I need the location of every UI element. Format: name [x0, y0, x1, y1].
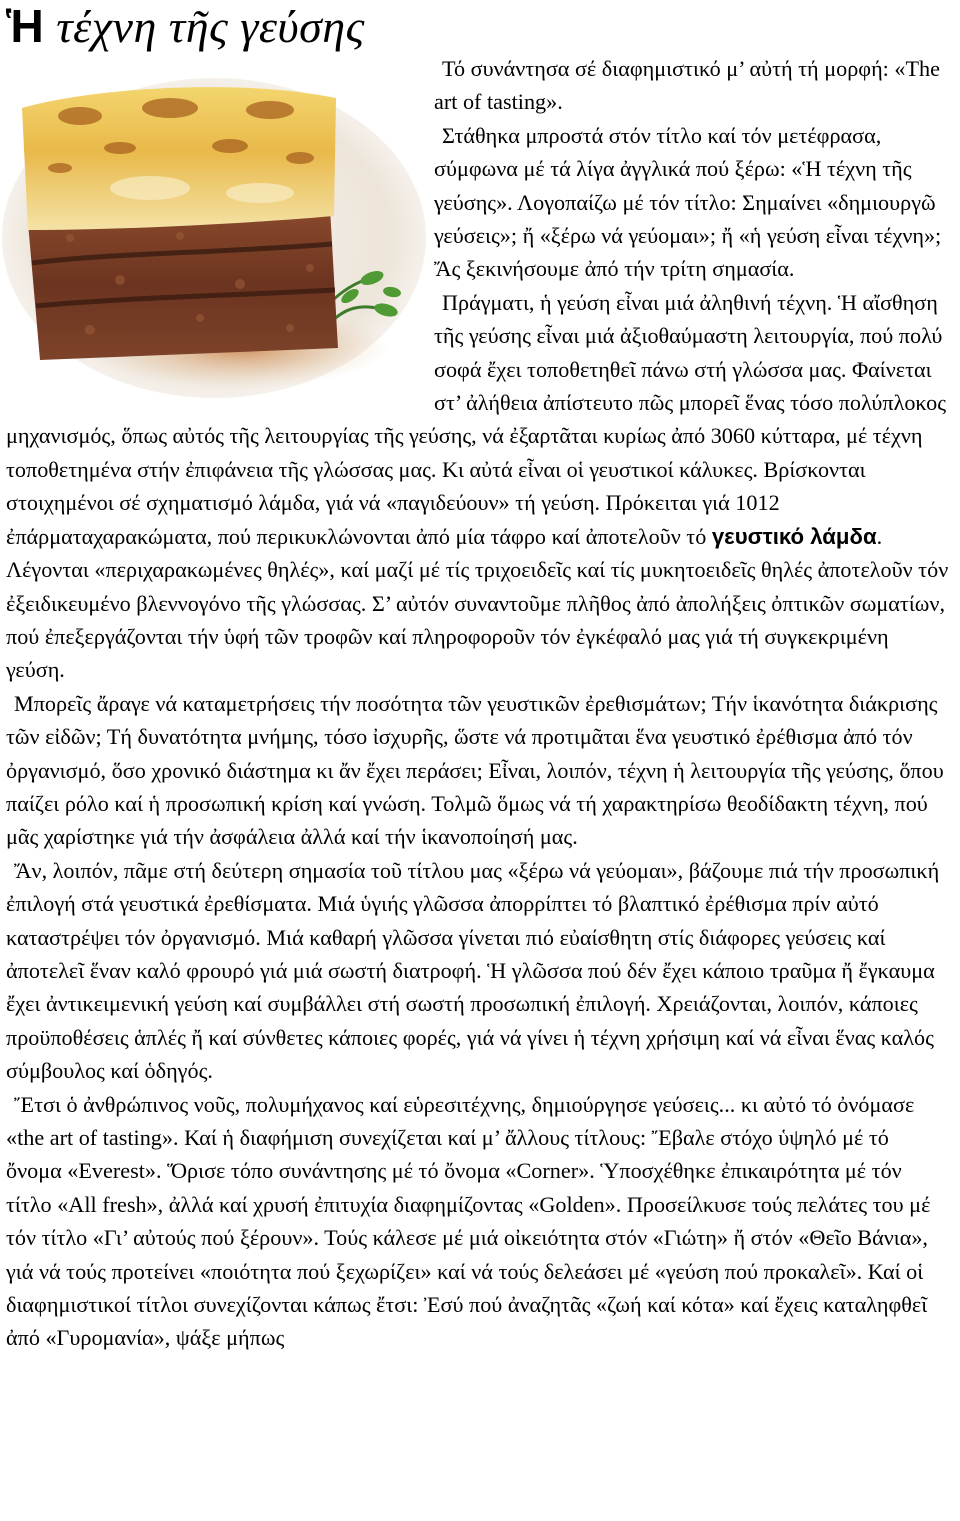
paragraph-3-text-cont: . Λέγονται «περιχαρακωμένες θηλές», καί μαζί μέ τίς τριχοειδεῖς καί τίς μυκητοειδεῖς θηλές ἀποτελοῦν τόν ἐξειδικευμένο βλεννογόνο τῆς γλώσσας. Σ’ αὐτόν συναντοῦμε πλῆθος ἀπό ἀπολήξεις ὀπτικῶν σωματίων, πού ἐπεξεργάζονται τήν ὑφή τῶν τροφῶν καί πληροφοροῦν τόν ἐγκέφαλό μας γιά τή συγκεκριμένη γεύση. [6, 523, 949, 683]
paragraph-3-text: Πράγματι, ἡ γεύση εἶναι μιά ἀληθινή τέχνη. Ἡ αἴσθηση τῆς γεύσης εἶναι μιά ἀξιοθαύμαστη λειτουργία, πού πολύ σοφά ἔχει τοποθετηθεῖ πάνω στή γλώσσα μας. Φαίνεται στ’ ἀλήθεια ἀπίστευτο πῶς μπορεῖ ἕνας τόσο πολύπλοκος μηχανισμός, ὅπως αὐτός τῆς λειτουργίας τῆς γεύσης, νά ἐξαρτᾶται κυρίως ἀπό 3060 κύτταρα, μέ τέχνη τοποθετημένα στήν ἐπιφάνεια τῆς γλώσσας μας. Κι αὐτά εἶναι οἱ γευστικοί κάλυκες. Βρίσκονται στοιχημένοι σέ σχηματισμό λάμδα, γιά νά «παγιδεύουν» τή γεύση. Πρόκειται γιά 1012 ἐπάρματαχαρακώματα, πού περικυκλώνονται ἀπό μία τάφρο καί ἀποτελοῦν τό [6, 289, 946, 549]
paragraph-2: Στάθηκα μπροστά στόν τίτλο καί τόν μετέφρασα, σύμφωνα μέ τά λίγα ἀγγλικά πού ξέρω: «Ἡ τέχνη τῆς γεύσης». Λογοπαίζω μέ τόν τίτλο: Σημαίνει «δημιουργῶ γεύσεις»; ἤ «ξέρω νά γεύομαι»; ἤ «ἡ γεύση εἶναι τέχνη»; Ἄς ξεκινήσουμε ἀπό τήν τρίτη σημασία. [434, 122, 942, 282]
paragraph-4: Μπορεῖς ἄραγε νά καταμετρήσεις τήν ποσότητα τῶν γευστικῶν ἐρεθισμάτων; Τήν ἱκανότητα διάκρισης τῶν εἰδῶν; Τή δυνατότητα μνήμης, τόσο ἰσχυρῆς, ὥστε νά προτιμᾶται ἕνα γευστικό ἐρέθισμα ἀπό τόν ὀργανισμό, ὅσο χρονικό διάστημα κι ἄν ἔχει περάσει; Εἶναι, λοιπόν, τέχνη ἡ λειτουργία τῆς γεύσης, ὅπου παίζει ρόλο καί ἡ προσωπική κρίση καί γνώση. Τολμῶ ὅμως νά τή χαρακτηρίσω θεοδίδακτη τέχνη, πού μᾶς χαρίστηκε γιά τήν ἀσφάλεια ἀλλά καί τήν ἱκανοποίησή μας. [6, 690, 944, 850]
article-title-rest: τέχνη τῆς γεύσης [44, 1, 365, 52]
bold-term: γευστικό λάμδα [711, 523, 877, 549]
paragraph-6: Ἔτσι ὁ ἀνθρώπινος νοῦς, πολυμήχανος καί εὑρεσιτέχνης, δημιούργησε γεύσεις... κι αὐτό τό ὀνόμασε «the art of tasting». Καί ἡ διαφήμιση συνεχίζεται καί μ’ ἄλλους τίτλους: Ἔβαλε στόχο ὑψηλό μέ τό ὄνομα «Everest». Ὅρισε τόπο συνάντησης μέ τό ὄνομα «Corner». Ὑποσχέθηκε ἐπικαιρότητα μέ τόν τίτλο «All fresh», ἀλλά καί χρυσή ἐπιτυχία διαφημίζοντας «Golden». Προσείλκυσε τούς πελάτες του μέ τόν τίτλο «Γι’ αὐτούς πού ξέρουν». Τούς κάλεσε μέ μιά οἰκειότητα στόν «Γιώτη» ἤ στόν «Θεῖο Βάνια», γιά νά τούς προτείνει «ποιότητα πού ξεχωρίζει» καί νά τούς δελεάσει μέ «γεύση πού προκαλεῖ». Καί οἱ διαφημιστικοί τίτλοι συνεχίζονται κάπως ἔτσι: Ἐσύ πού ἀναζητᾶς «ζωή καί κότα» καί ἔχεις καταληφθεῖ ἀπό «Γυρομανία», ψάξε μήπως [6, 1091, 931, 1351]
paragraph-5: Ἄν, λοιπόν, πᾶμε στή δεύτερη σημασία τοῦ τίτλου μας «ξέρω νά γεύομαι», βάζουμε πιά τήν προσωπική ἐπιλογή στά γευστικά ἐρεθίσματα. Μιά ὑγιής γλῶσσα ἀπορρίπτει τό βλαπτικό ἐρέθισμα πρίν αὐτό καταστρέψει τόν ὀργανισμό. Μιά καθαρή γλῶσσα γίνεται πιό εὐαίσθητη στίς διάφορες γεύσεις καί ἀποτελεῖ ἕναν καλό φρουρό γιά μιά σωστή διατροφή. Ἡ γλῶσσα πού δέν ἔχει κάποιο τραῦμα ἤ ἔγκαυμα ἔχει ἀντικειμενική γεύση καί συμβάλλει στή σωστή προσωπική ἐπιλογή. Χρειάζονται, λοιπόν, κάποιες προϋποθέσεις ἁπλές ἤ καί σύνθετες κάποιες φορές, γιά νά γίνει ἡ τέχνη χρήσιμη καί νά εἶναι ἕνας καλός σύμβουλος καί ὁδηγός. [6, 857, 940, 1084]
paragraph-1: Τό συνάντησα σέ διαφημιστικό μ’ αὐτή τή μορφή: «The art of tasting». [434, 56, 940, 115]
article-title [6, 0, 950, 52]
moussaka-image [0, 48, 428, 400]
article-title-initial: Ἡ [6, 0, 45, 52]
moussaka-dish-photo [0, 48, 428, 400]
